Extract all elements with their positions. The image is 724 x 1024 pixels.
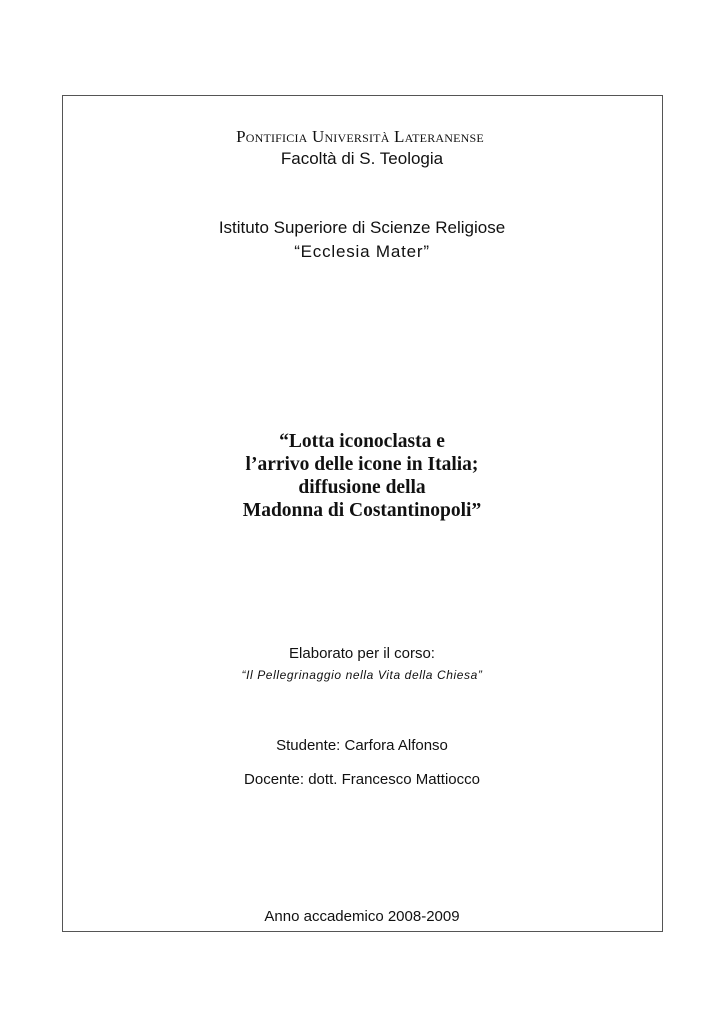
institute-name: Istituto Superiore di Scienze Religiose — [218, 218, 506, 237]
course-name: “Il Pellegrinaggio nella Vita della Chiesa” — [241, 668, 483, 682]
institute-subtitle: “Ecclesia Mater” — [294, 242, 430, 261]
thesis-title-line: Madonna di Costantinopoli” — [242, 500, 482, 521]
thesis-title-line: “Lotta iconoclasta e — [279, 431, 445, 452]
faculty-name: Facoltà di S. Teologia — [280, 149, 444, 168]
academic-year: Anno accademico 2008-2009 — [264, 908, 460, 925]
thesis-title-line: l’arrivo delle icone in Italia; — [245, 454, 479, 475]
university-name: Pontificia Università Lateranense — [236, 127, 484, 146]
thesis-title-line: diffusione della — [298, 477, 426, 498]
thesis-title — [0, 430, 724, 522]
course-label: Elaborato per il corso: — [289, 645, 435, 662]
teacher-name: Docente: dott. Francesco Mattiocco — [244, 771, 480, 788]
student-name: Studente: Carfora Alfonso — [276, 737, 448, 754]
